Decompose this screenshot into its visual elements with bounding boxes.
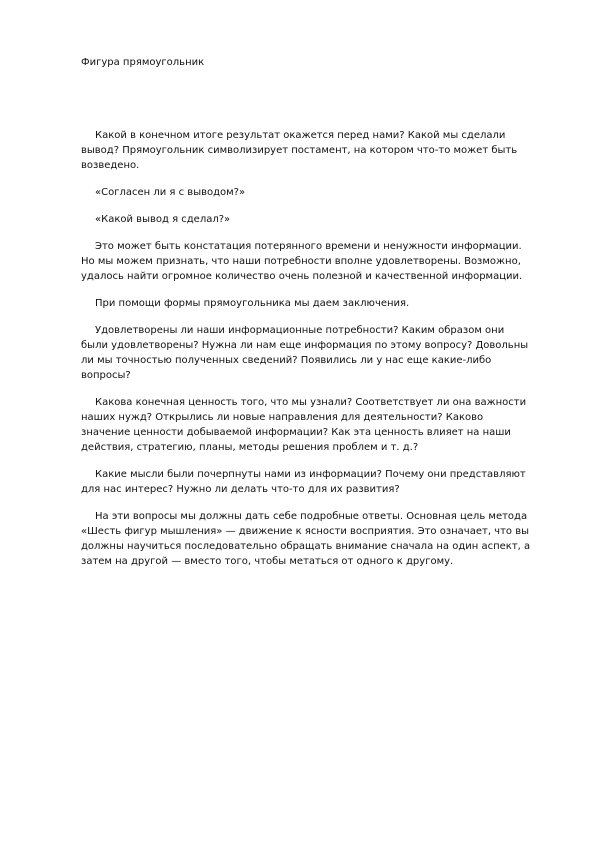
paragraph-result-question: Какой в конечном итоге результат окажется перед нами? Какой мы сделали вывод? Прямоугольник символизирует постамент, на котором что-то может быть возведено. bbox=[81, 130, 518, 171]
document-title: Фигура прямоугольник bbox=[81, 57, 205, 68]
paragraph-final-value: Какова конечная ценность того, что мы узнали? Соответствует ли она важности наших нужд? Открылись ли новые направления для деятельности? Каково значение ценности добываемой информации? Как эта ценность влияет на наши действия, стратегию, планы, методы решения проблем и т. д.? bbox=[81, 397, 527, 453]
paragraph-quote-conclusion: «Какой вывод я сделал?» bbox=[95, 214, 231, 225]
document-body bbox=[81, 128, 533, 581]
paragraph-method-goal: На эти вопросы мы должны дать себе подробные ответы. Основная цель метода «Шесть фигур мышления» — движение к ясности восприятия. Это означает, что вы должны научиться последовательно обращать внимание сначала на один аспект, а затем на другой — вместо того, чтобы метаться от одного к другому. bbox=[81, 511, 531, 567]
paragraph-rectangle-form: При помощи формы прямоугольника мы даем заключения. bbox=[95, 298, 410, 309]
paragraph-wasted-time: Это может быть констатация потерянного времени и ненужности информации. Но мы можем признать, что наши потребности вполне удовлетворены. Возможно, удалось найти огромное количество очень полезной и качественной информации. bbox=[81, 241, 523, 282]
paragraph-quote-agree: «Согласен ли я с выводом?» bbox=[95, 187, 246, 198]
paragraph-information-needs: Удовлетворены ли наши информационные потребности? Каким образом они были удовлетворены? Нужна ли нам еще информация по этому вопросу? Довольны ли мы точностью полученных сведений? Появились ли у нас еще какие-либо вопросы? bbox=[81, 325, 529, 381]
paragraph-thoughts: Какие мысли были почерпнуты нами из информации? Почему они представляют для нас интерес? Нужно ли делать что-то для их развития? bbox=[81, 469, 526, 495]
